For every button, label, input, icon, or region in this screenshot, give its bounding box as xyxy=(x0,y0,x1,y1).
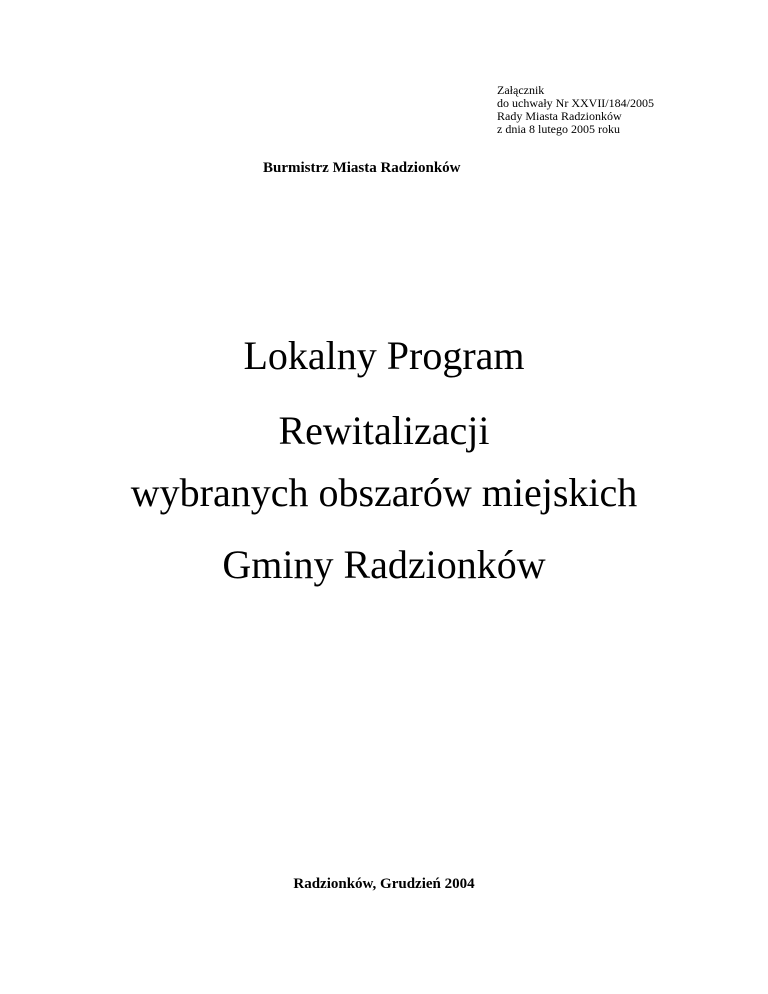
title-line-2: Rewitalizacji xyxy=(278,408,490,453)
title-line-1: Lokalny Program xyxy=(243,333,525,378)
annex-line-2: do uchwały Nr XXVII/184/2005 xyxy=(497,96,654,110)
issuer-heading xyxy=(263,160,461,177)
title-line-4: Gminy Radzionków xyxy=(222,542,546,587)
annex-line-4: z dnia 8 lutego 2005 roku xyxy=(497,122,620,136)
annex-line-3: Rady Miasta Radzionków xyxy=(497,109,622,123)
place-and-date: Radzionków, Grudzień 2004 xyxy=(293,876,475,892)
title-line-3: wybranych obszarów miejskich xyxy=(130,470,638,515)
issuer-text: Burmistrz Miasta Radzionków xyxy=(263,160,461,176)
annex-note xyxy=(497,84,654,136)
annex-line-1: Załącznik xyxy=(497,83,545,97)
